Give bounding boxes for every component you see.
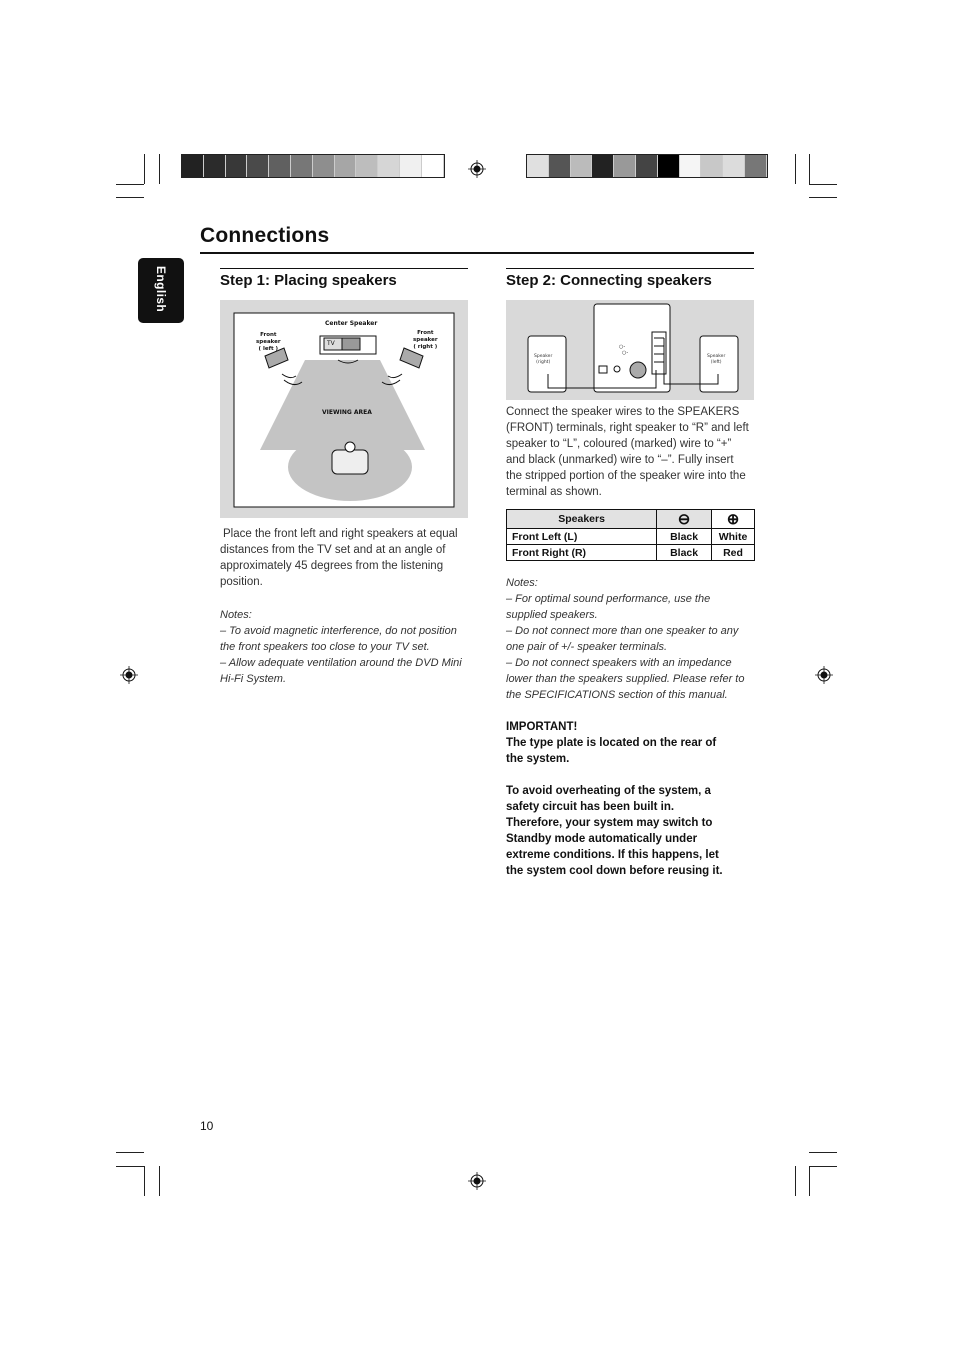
step2-heading: Step 2: Connecting speakers: [506, 272, 712, 289]
step2-notes-label: Notes:: [506, 577, 538, 589]
overheat-line: To avoid overheating of the system, a: [506, 785, 711, 797]
step2-note-line: – For optimal sound performance, use the: [506, 593, 711, 605]
step1-body-line: Place the front left and right speakers at equal: [223, 528, 458, 540]
color-swatch: [680, 155, 702, 177]
step2-body-line: speaker to “L”, coloured (marked) wire to “+”: [506, 438, 732, 450]
front-right-label-line: speaker: [413, 337, 438, 343]
important-label: IMPORTANT!: [506, 721, 578, 733]
step1-notes-label: Notes:: [220, 609, 252, 621]
color-swatch: [182, 155, 204, 177]
table-row: [507, 545, 755, 561]
registration-mark-icon: [468, 160, 486, 178]
step2-body-line: and black (unmarked) wire to “–”. Fully insert: [506, 454, 734, 466]
speaker-connection-figure: [506, 300, 754, 400]
crop-mark: [809, 1166, 810, 1196]
speaker-right-label: [534, 354, 552, 366]
crop-mark: [795, 1166, 796, 1196]
color-swatch: [422, 155, 444, 177]
crop-mark: [116, 184, 144, 185]
crop-mark: [159, 154, 160, 184]
step2-body-line: the stripped portion of the speaker wire into the: [506, 470, 746, 482]
crop-mark: [809, 197, 837, 198]
color-swatch: [400, 155, 422, 177]
viewing-area-label: VIEWING AREA: [322, 409, 372, 416]
step1-note-line: – To avoid magnetic interference, do not position: [220, 625, 457, 637]
crop-mark: [116, 1166, 144, 1167]
color-swatch: [226, 155, 248, 177]
color-swatch: [571, 155, 593, 177]
step2-rule: [506, 268, 754, 269]
color-swatch: [745, 155, 767, 177]
step1-note-line: Hi-Fi System.: [220, 673, 286, 685]
step2-notes: [506, 575, 758, 703]
color-swatch: [527, 155, 549, 177]
color-swatch: [313, 155, 335, 177]
crop-mark: [809, 1166, 837, 1167]
color-swatch: [701, 155, 723, 177]
color-swatch: [335, 155, 357, 177]
crop-mark: [144, 154, 145, 184]
front-left-label-line: ( left ): [258, 346, 279, 352]
plus-terminal-icon: ⊕: [712, 510, 755, 529]
step2-note-line: – Do not connect more than one speaker to any: [506, 625, 739, 637]
svg-text:○-: ○-: [619, 344, 626, 350]
registration-mark-icon: [468, 1172, 486, 1190]
step2-body: [506, 404, 758, 500]
table-cell-plus: Red: [712, 545, 755, 561]
step2-body-line: (FRONT) terminals, right speaker to “R” and left: [506, 422, 749, 434]
crop-mark: [809, 1152, 837, 1153]
step1-body-line: approximately 45 degrees from the listening: [220, 560, 444, 572]
color-swatch: [269, 155, 291, 177]
tv-label: TV: [327, 340, 335, 347]
step1-rule: [220, 268, 468, 269]
step2-note-line: one pair of +/- speaker terminals.: [506, 641, 668, 653]
color-swatch: [378, 155, 400, 177]
step2-note-line: lower than the speakers supplied. Please refer to: [506, 673, 745, 685]
step2-body-line: terminal as shown.: [506, 486, 602, 498]
front-left-label-line: Front: [260, 332, 277, 338]
crop-mark: [116, 1152, 144, 1153]
crop-mark: [116, 197, 144, 198]
minus-terminal-icon: ⊖: [657, 510, 712, 529]
table-cell-name: Front Right (R): [507, 545, 657, 561]
front-left-label-line: speaker: [256, 339, 281, 345]
color-swatch: [592, 155, 614, 177]
color-swatch: [614, 155, 636, 177]
table-cell-name: Front Left (L): [507, 529, 657, 545]
speaker-wire-table: [506, 509, 755, 561]
speaker-left-label: [707, 354, 725, 366]
color-swatch: [723, 155, 745, 177]
table-header-row: [507, 510, 755, 529]
step1-body: [220, 526, 470, 590]
color-swatch: [291, 155, 313, 177]
registration-mark-icon: [815, 666, 833, 684]
table-header-speakers: Speakers: [507, 510, 657, 529]
speaker-right-label-line: Speaker: [534, 354, 553, 359]
step1-body-line: position.: [220, 576, 263, 588]
color-swatch-bar-left: [181, 154, 445, 178]
table-row: [507, 529, 755, 545]
crop-mark: [809, 184, 837, 185]
center-speaker-label: Center Speaker: [325, 320, 378, 327]
color-swatch: [549, 155, 571, 177]
important-notice: [506, 719, 758, 767]
color-swatch: [356, 155, 378, 177]
language-tab: [138, 258, 184, 323]
table-cell-minus: Black: [657, 529, 712, 545]
crop-mark: [809, 154, 810, 184]
important-line: The type plate is located on the rear of: [506, 737, 717, 749]
color-swatch: [636, 155, 658, 177]
front-right-label-line: ( right ): [413, 344, 438, 350]
crop-mark: [159, 1166, 160, 1196]
speaker-placement-figure: [220, 300, 468, 518]
crop-mark: [795, 154, 796, 184]
overheat-line: safety circuit has been built in.: [506, 801, 675, 813]
step1-note-line: – Allow adequate ventilation around the DVD Mini: [220, 657, 462, 669]
language-tab-label: English: [154, 266, 168, 313]
important-line: the system.: [506, 753, 570, 765]
title-rule: [200, 252, 754, 254]
step1-heading: Step 1: Placing speakers: [220, 272, 397, 289]
page-title: Connections: [200, 224, 330, 247]
overheat-line: the system cool down before reusing it.: [506, 865, 723, 877]
page-number: 10: [200, 1119, 214, 1133]
step2-note-line: – Do not connect speakers with an impedance: [506, 657, 732, 669]
step1-note-line: the front speakers too close to your TV set.: [220, 641, 430, 653]
front-left-label: [256, 332, 281, 353]
table-cell-plus: White: [712, 529, 755, 545]
registration-mark-icon: [120, 666, 138, 684]
speaker-right-label-line: (right): [536, 360, 551, 365]
front-right-label: [413, 330, 438, 351]
crop-mark: [144, 1166, 145, 1196]
svg-text:○-: ○-: [622, 350, 629, 356]
step2-body-line: Connect the speaker wires to the SPEAKERS: [506, 406, 740, 418]
step2-note-line: supplied speakers.: [506, 609, 598, 621]
front-right-label-line: Front: [417, 330, 434, 336]
overheat-line: Therefore, your system may switch to: [506, 817, 713, 829]
speaker-left-label-line: Speaker: [707, 354, 726, 359]
table-cell-minus: Black: [657, 545, 712, 561]
overheat-notice: [506, 783, 758, 879]
speaker-left-label-line: (left): [710, 360, 722, 365]
color-swatch: [658, 155, 680, 177]
color-swatch: [204, 155, 226, 177]
color-swatch: [247, 155, 269, 177]
overheat-line: Standby mode automatically under: [506, 833, 698, 845]
color-swatch-bar-right: [526, 154, 768, 178]
step1-notes: [220, 607, 470, 687]
overheat-line: extreme conditions. If this happens, let: [506, 849, 719, 861]
step2-note-line: the SPECIFICATIONS section of this manual.: [506, 689, 728, 701]
step1-body-line: distances from the TV set and at an angle of: [220, 544, 446, 556]
